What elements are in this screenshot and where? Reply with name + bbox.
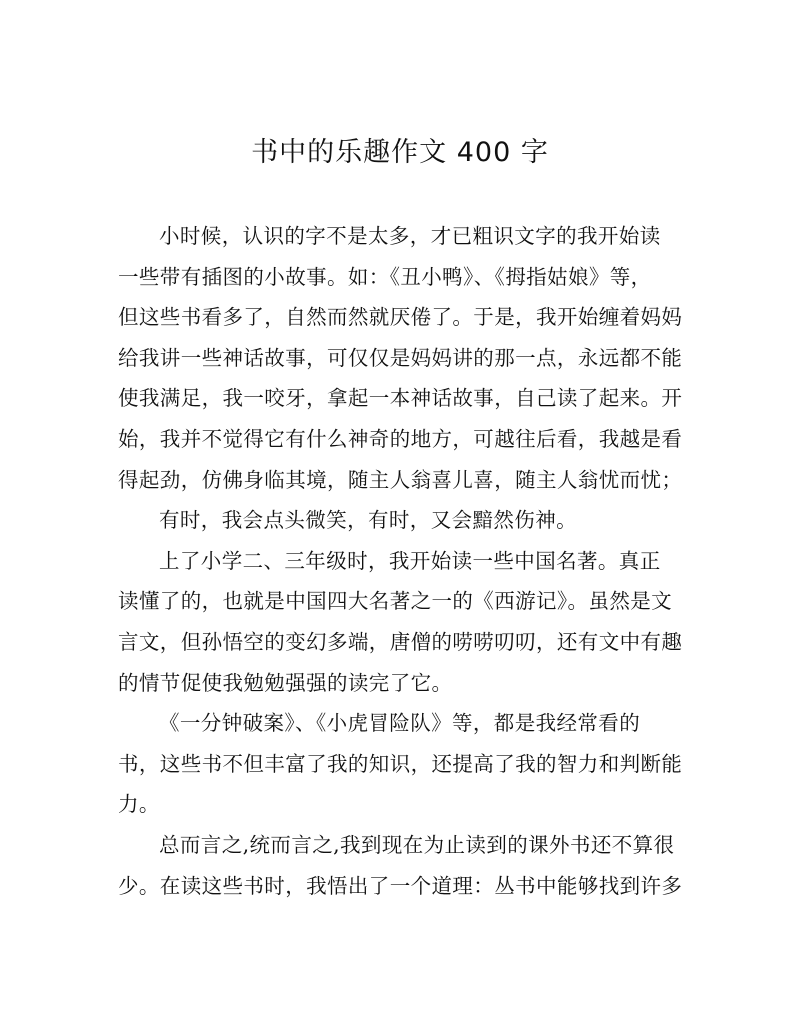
paragraph-line: 但这些书看多了，自然而然就厌倦了。于是，我开始缠着妈妈	[118, 305, 683, 330]
paragraph-line: 书，这些书不但丰富了我的知识，还提高了我的智力和判断能	[118, 751, 683, 776]
paragraph-line: 《一分钟破案》、《小虎冒险队》等，都是我经常看的	[159, 711, 641, 736]
paragraph-line: 得起劲，仿佛身临其境，随主人翁喜儿喜，随主人翁忧而忧；	[118, 467, 683, 492]
paragraph-line: 给我讲一些神话故事，可仅仅是妈妈讲的那一点，永远都不能	[118, 345, 683, 370]
paragraph-4	[118, 703, 688, 825]
paragraph-2	[118, 500, 688, 541]
paragraph-1	[118, 216, 688, 500]
paragraph-line: 始，我并不觉得它有什么神奇的地方，可越往后看，我越是看	[118, 426, 683, 451]
document-title: 书中的乐趣作文 400 字	[251, 137, 549, 168]
paragraph-line: 少。在读这些书时，我悟出了一个道理：丛书中能够找到许多	[118, 873, 683, 898]
paragraph-line: 的情节促使我勉勉强强的读完了它。	[118, 670, 453, 695]
paragraph-line: 有时，我会点头微笑，有时，又会黯然伤神。	[159, 508, 577, 533]
paragraph-line: 言文，但孙悟空的变幻多端，唐僧的唠唠叨叨，还有文中有趣	[118, 629, 683, 654]
paragraph-5	[118, 825, 688, 906]
paragraph-line: 力。	[118, 792, 160, 817]
paragraph-line: 上了小学二、三年级时，我开始读一些中国名著。真正	[159, 548, 661, 573]
paragraph-line: 小时候，认识的字不是太多，才已粗识文字的我开始读	[159, 224, 661, 248]
paragraph-line: 一些带有插图的小故事。如：《丑小鸭》、《拇指姑娘》等，	[118, 264, 652, 289]
document-body	[118, 216, 688, 906]
paragraph-line: 读懂了的，也就是中国四大名著之一的《西游记》。虽然是文	[118, 589, 673, 614]
paragraph-line: 总而言之,统而言之,我到现在为止读到的课外书还不算很	[159, 832, 675, 857]
paragraph-3	[118, 541, 688, 703]
paragraph-line: 使我满足，我一咬牙，拿起一本神话故事，自己读了起来。开	[118, 386, 683, 411]
